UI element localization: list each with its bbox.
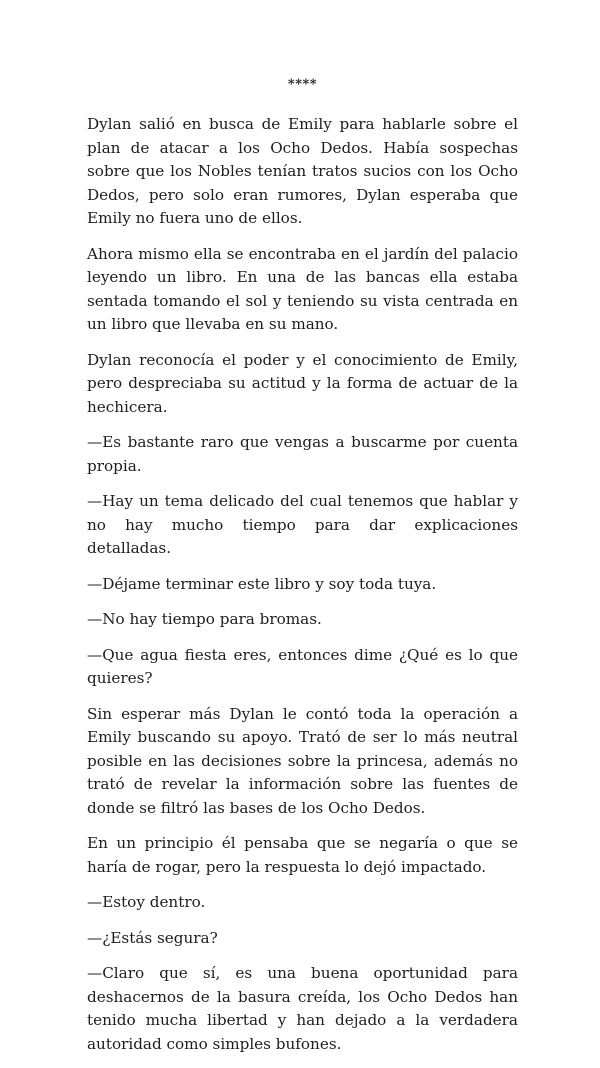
paragraph: Ahora mismo ella se encontraba en el jardín del palacio leyendo un libro. En una de las bancas ella estaba sentada tomando el sol y teniendo su vista centrada en un libro que llevaba en su mano. [87,244,518,333]
book-page [87,76,518,1068]
dialogue-line: —Estoy dentro. [87,893,206,911]
section-separator: **** [287,77,318,92]
paragraph: Dylan salió en busca de Emily para hablarle sobre el plan de atacar a los Ocho Dedos. Había sospechas sobre que los Nobles tenían tratos sucios con los Ocho Dedos, pero solo eran rumores, Dylan esperaba que Emily no fuera uno de ellos. [87,115,518,227]
paragraph: Dylan reconocía el poder y el conocimiento de Emily, pero despreciaba su actitud y la forma de actuar de la hechicera. [87,350,518,416]
dialogue-line: —¿Estás segura? [87,928,218,947]
dialogue-line: —Déjame terminar este libro y soy toda tuya. [87,574,437,593]
paragraph: En un principio él pensaba que se negaría o que se haría de rogar, pero la respuesta lo dejó impactado. [87,834,518,876]
dialogue-line: —Hay un tema delicado del cual tenemos que hablar y no hay mucho tiempo para dar explicaciones detalladas. [87,492,518,557]
dialogue-line: —No hay tiempo para bromas. [87,610,322,628]
dialogue-line: —Es bastante raro que vengas a buscarme por cuenta propia. [87,433,518,475]
paragraph: Sin esperar más Dylan le contó toda la operación a Emily buscando su apoyo. Trató de ser lo más neutral posible en las decisiones sobre la princesa, además no trató de revelar la información sobre las fuentes de donde se filtró las bases de los Ocho Dedos. [87,704,518,817]
dialogue-line: —Claro que sí, es una buena oportunidad para deshacernos de la basura creída, los Ocho Dedos han tenido mucha libertad y han dejado a la verdadera autoridad como simples bufones. [87,964,518,1053]
dialogue-line: —Que agua fiesta eres, entonces dime ¿Qué es lo que quieres? [87,645,518,687]
